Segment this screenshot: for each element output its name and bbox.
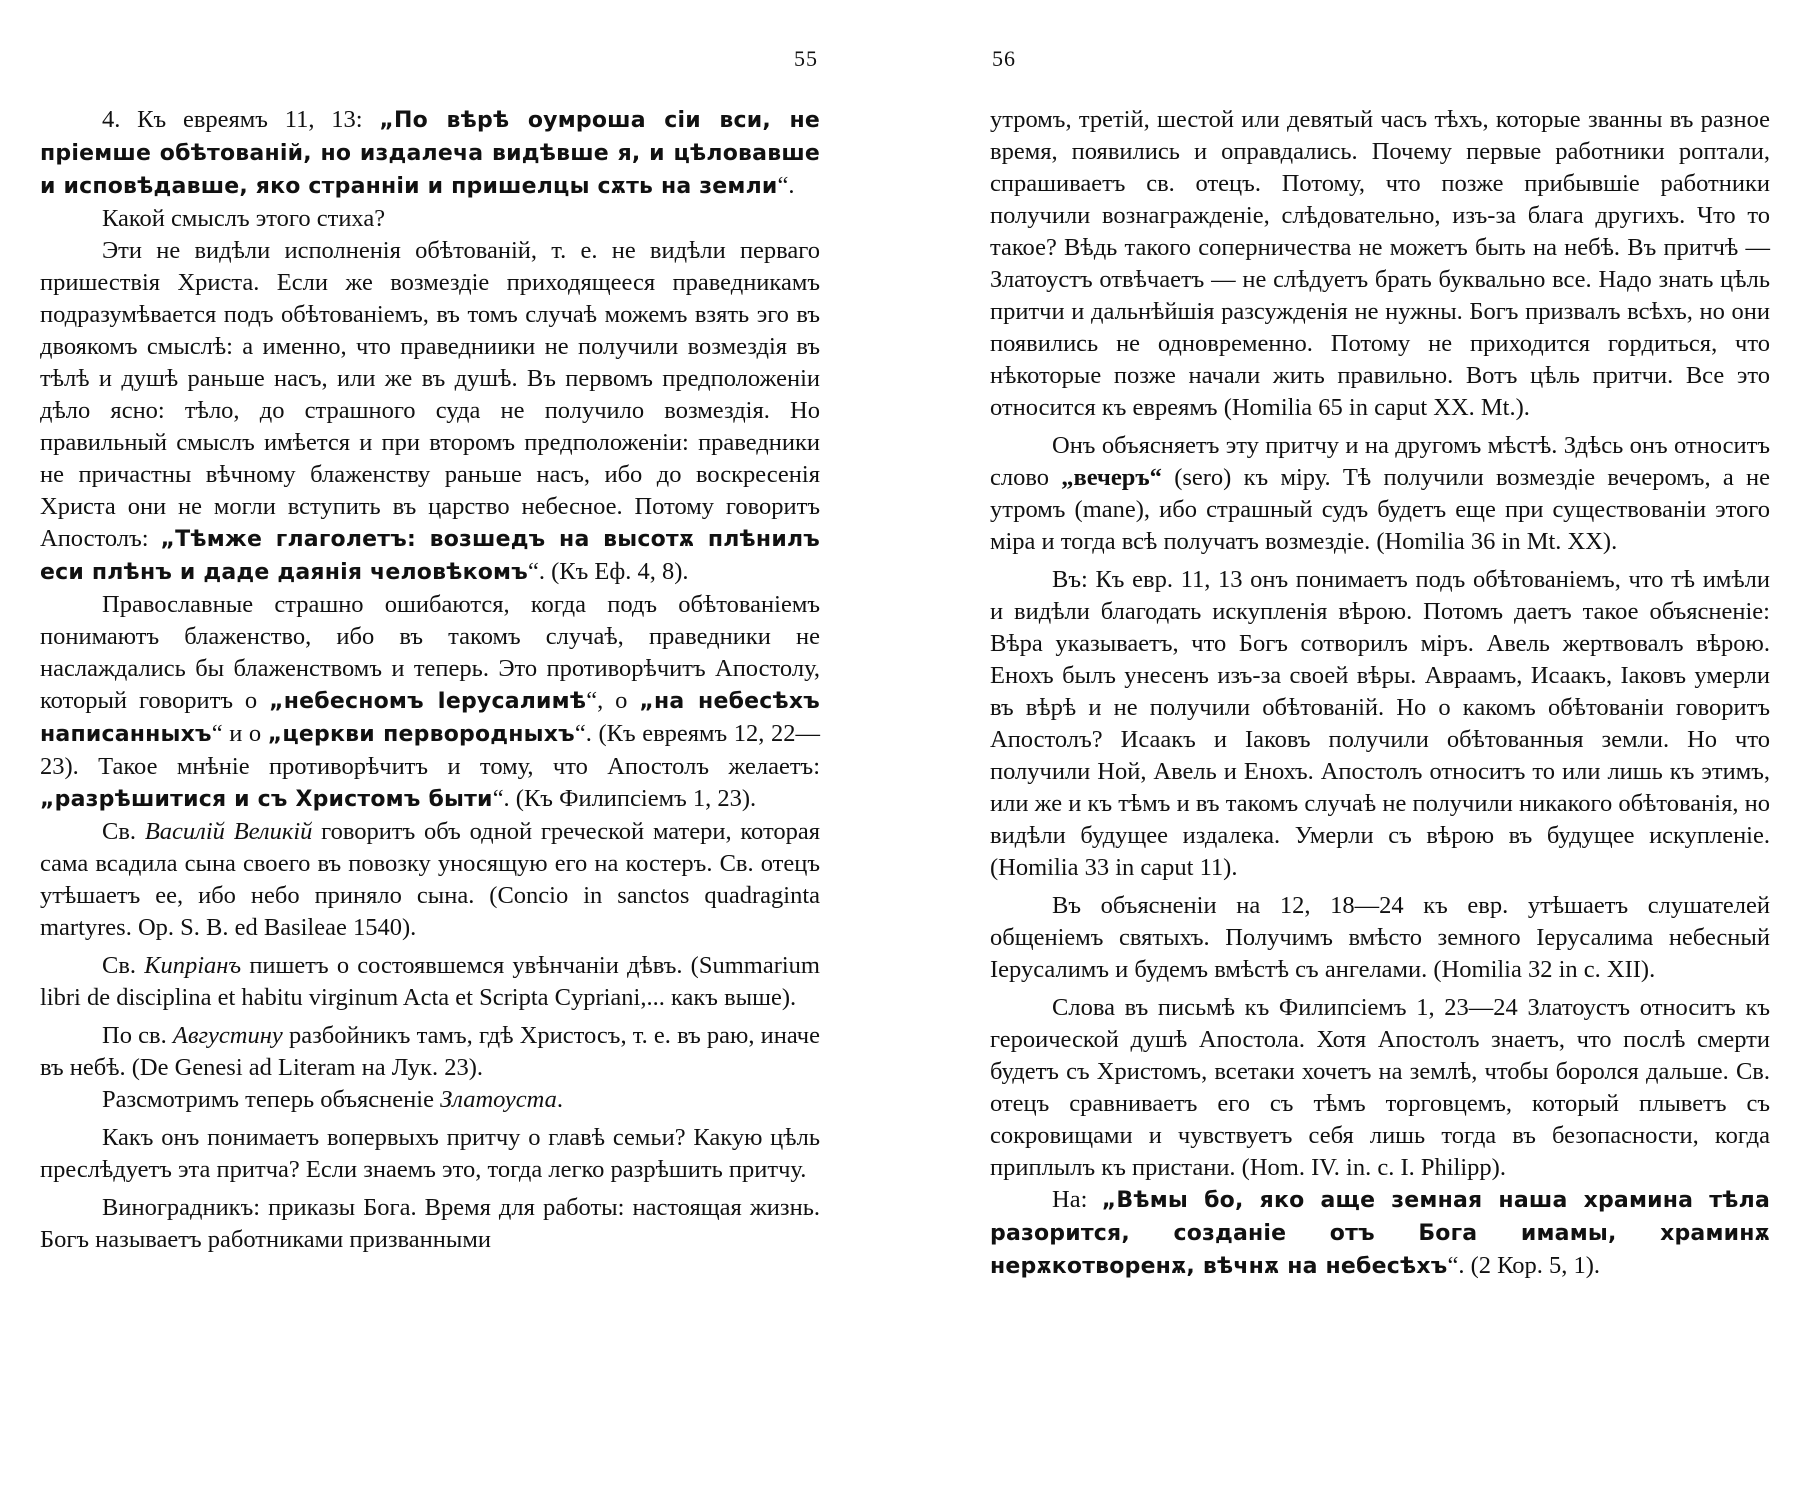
paragraph: Св. Кипріанъ пишетъ о состоявшемся увѣнчаніи дѣвъ. (Summarium libri de disciplina et habitu virginum Acta et Scripta Cypriani,... какъ выше). <box>40 952 820 1011</box>
paragraph: На: „Вѣмы бо, яко аще земная наша храмина тѣла разорится, созданіе отъ Бога имамы, храминѫ нерѫкотворенѫ, вѣчнѫ на небесѣхъ“. (2 Кор. 5, 1). <box>990 1186 1771 1279</box>
paragraph: 4. Къ евреямъ 11, 13: „По вѣрѣ оумроша сіи вси, не пріемше обѣтованій, но издалеча видѣвше я, и цѣловавше и исповѣдавше, яко странніи и пришелцы сѫть на земли“. <box>40 106 820 199</box>
paragraph: Св. Василій Великій говоритъ объ одной греческой матери, которая сама всадила сына своего въ повозку уносящую его на костеръ. Св. отецъ утѣшаетъ ее, ибо небо приняло сына. (Concio in sanctos quadraginta martyres. Op. S. B. ed Basileae 1540). <box>40 818 820 941</box>
paragraph: Какъ онъ понимаетъ вопервыхъ притчу о главѣ семьи? Какую цѣль преслѣдуетъ эта притча? Если знаемъ это, тогда легко разрѣшить притчу. <box>40 1124 820 1183</box>
paragraph: Виноградникъ: приказы Бога. Время для работы: настоящая жизнь. Богъ называетъ работниками призванными <box>40 1194 820 1253</box>
right-page <box>990 0 1770 1500</box>
page-number-left: 55 <box>794 46 818 71</box>
paragraph: Православные страшно ошибаются, когда подъ обѣтованіемъ понимаютъ блаженство, ибо въ такомъ случаѣ, праведники не наслаждались бы блаженствомъ и теперь. Это противорѣчитъ Апостолу, который говоритъ о „небесномъ Іерусалимѣ“, о „на небесѣхъ написанныхъ“ и о „церкви первородныхъ“. (Къ евреямъ 12, 22—23). Такое мнѣніе противорѣчитъ и тому, что Апостолъ желаетъ: „разрѣшитися и съ Христомъ быти“. (Къ Филипсіемъ 1, 23). <box>40 591 821 812</box>
paragraph: Онъ объясняетъ эту притчу и на другомъ мѣстѣ. Здѣсь онъ относитъ слово „вечеръ“ (sero) къ міру. Тѣ получили возмездіе вечеромъ, а не утромъ (mane), ибо страшный судъ будетъ еще при существованіи этого міра и тогда всѣ получатъ возмездіе. (Homilia 36 in Mt. XX). <box>990 432 1770 555</box>
left-page <box>40 0 820 1500</box>
paragraph: Слова въ письмѣ къ Филипсіемъ 1, 23—24 Златоустъ относитъ къ героической душѣ Апостола. Хотя Апостолъ знаетъ, что послѣ смерти будетъ съ Христомъ, всетаки хочетъ на землѣ, чтобы боролся дальше. Св. отецъ сравниваетъ его съ тѣмъ торговцемъ, который плыветъ съ сокровищами и чувствуетъ себя лишь тогда въ безопасности, когда приплылъ къ пристани. (Hom. IV. in. c. I. Philipp). <box>990 994 1770 1181</box>
paragraph: утромъ, третій, шестой или девятый часъ тѣхъ, которые званны въ разное время, появились и оправдались. Почему первые работники роптали, спрашиваетъ св. отецъ. Потому, что позже прибывшіе работники получили вознагражденіе, слѣдовательно, изъ-за блага другихъ. Что то такое? Вѣдь такого соперничества не можетъ быть на небѣ. Въ притчѣ — Златоустъ отвѣчаетъ — не слѣдуетъ брать буквально все. Надо знать цѣль притчи и дальнѣйшія разсужденія не нужны. Богъ призвалъ всѣхъ, но они появились не одновременно. Потому не приходится гордиться, что нѣкоторые позже начали жить правильно. Вотъ цѣль притчи. Все это относится къ евреямъ (Homilia 65 in caput XX. Mt.). <box>990 106 1770 421</box>
right-page-body <box>990 104 1770 1283</box>
paragraph: Какой смыслъ этого стиха? <box>102 205 386 232</box>
paragraph: Эти не видѣли исполненія обѣтованій, т. е. не видѣли перваго пришествія Христа. Если же возмездіе приходящееся праведникамъ подразумѣвается подъ обѣтованіемъ, въ томъ случаѣ можемъ взять эго въ двоякомъ смыслѣ: а именно, что праведниики не получили возмездія въ тѣлѣ и душѣ раньше насъ, или же въ душѣ. Въ первомъ предположеніи дѣло ясно: тѣло, до страшного суда не получило возмездія. Но правильный смыслъ имѣется и при второмъ предположеніи: праведники не причастны вѣчному блаженству раньше насъ, ибо до воскресенія Христа они не могли вступить въ царство небесное. Потому говоритъ Апостолъ: „Тѣмже глаголетъ: возшедъ на высотѫ плѣнилъ еси плѣнъ и даде даянія человѣкомъ“. (Къ Еф. 4, 8). <box>40 237 820 585</box>
paragraph: По св. Августину разбойникъ тамъ, гдѣ Христосъ, т. е. въ раю, иначе въ небѣ. (De Genesi ad Literam на Лук. 23). <box>40 1022 820 1081</box>
paragraph: Разсмотримъ теперь объясненіе Златоуста. <box>102 1086 564 1113</box>
paragraph: Въ: Къ евр. 11, 13 онъ понимаетъ подъ обѣтованіемъ, что тѣ имѣли и видѣли благодать искупленія вѣрою. Потомъ даетъ такое объясненіе: Вѣра указываетъ, что Богъ сотворилъ міръ. Авель жертвовалъ вѣрою. Енохъ былъ унесенъ изъ-за своей вѣры. Авраамъ, Исаакъ, Іаковъ умерли въ вѣрѣ и не получили обѣтованій. Но о какомъ обѣтованіи говоритъ Апостолъ? Исаакъ и Іаковъ получили обѣтованныя земли. Но что получили Ной, Авель и Енохъ. Апостолъ относитъ то или лишь къ этимъ, или же и къ тѣмъ и въ такомъ случаѣ не получили никакого обѣтованія, но видѣли будущее издалека. Умерли съ вѣрою въ будущее искупленіе. (Homilia 33 in caput 11). <box>990 566 1770 881</box>
paragraph: Въ объясненіи на 12, 18—24 къ евр. утѣшаетъ слушателей общеніемъ святыхъ. Получимъ вмѣсто земного Іерусалима небесный Іерусалимъ и будемъ вмѣстѣ съ ангелами. (Homilia 32 in c. XII). <box>990 892 1770 983</box>
left-page-body <box>40 104 820 1256</box>
page-number-right: 56 <box>992 46 1016 71</box>
